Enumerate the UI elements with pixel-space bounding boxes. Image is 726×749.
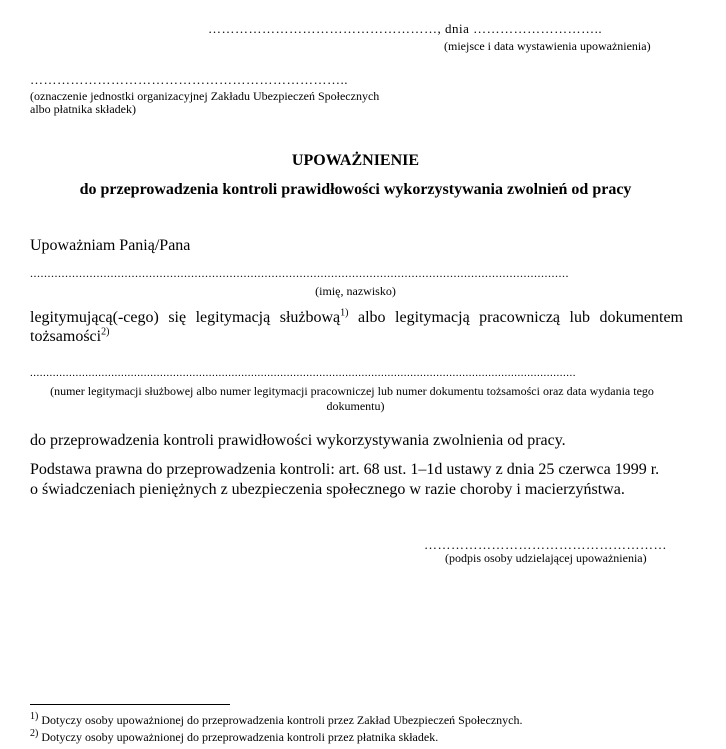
name-caption: (imię, nazwisko) [315, 284, 396, 298]
footnote-2-text: Dotyczy osoby upoważnionej do przeprowadzenia kontroli przez płatnika składek. [38, 730, 439, 744]
signature-caption: (podpis osoby udzielającej upoważnienia) [445, 551, 647, 565]
legal-basis-line2: o świadczeniach pieniężnych z ubezpieczenia społecznego w razie choroby i macierzyństwa. [30, 481, 625, 498]
issuer-caption-line1: (oznaczenie jednostki organizacyjnej Zakładu Ubezpieczeń Społecznych [30, 89, 380, 103]
issuer-dots: …………………………………………………………….. [30, 73, 348, 87]
place-date-caption: (miejsce i data wystawienia upoważnienia) [444, 39, 651, 53]
legitimation-line1 [30, 308, 683, 328]
name-fill-line: .......................................................................................................................................................... [30, 266, 569, 280]
footnote-ref-2: 2) [101, 326, 110, 338]
footnote-1-mark: 1) [30, 711, 39, 722]
document-fill-line: ........................................................................................................................................................................ [30, 367, 576, 379]
legal-basis-line1: Podstawa prawna do przeprowadzenia kontroli: art. 68 ust. 1–1d ustawy z dnia 25 czerwca 1999 r. [30, 461, 660, 478]
authorize-text: Upoważniam Panią/Pana [30, 237, 191, 254]
document-title: UPOWAŻNIENIE [291, 152, 420, 169]
legitimation-text-b: albo legitymacją pracowniczą lub dokumentem [348, 309, 683, 326]
purpose-text: do przeprowadzenia kontroli prawidłowości wykorzystywania zwolnienia od pracy. [30, 432, 566, 449]
footnote-separator [30, 704, 230, 705]
footnote-ref-1: 1) [340, 307, 349, 319]
issuer-caption-line2: albo płatnika składek) [30, 102, 136, 116]
document-subtitle: do przeprowadzenia kontroli prawidłowości wykorzystywania zwolnień od pracy [79, 181, 632, 198]
legitimation-text-a: legitymującą(-cego) się legitymacją służbową [30, 309, 341, 326]
signature-line: ……………………………………………… [424, 538, 667, 552]
document-caption-line2: dokumentu) [326, 399, 385, 413]
footnote-1-text: Dotyczy osoby upoważnionej do przeprowadzenia kontroli przez Zakład Ubezpieczeń Społecznych. [38, 713, 523, 727]
legitimation-line2 [30, 327, 330, 347]
footnote-2 [30, 730, 710, 744]
place-date-line: ……………………………………………, dnia ……………………….. [208, 22, 603, 36]
document-caption-line1: (numer legitymacji służbowej albo numer legitymacji pracowniczej lub numer dokumentu tożsamości oraz data wydania tego [50, 384, 654, 398]
legitimation-text-c: tożsamości [30, 328, 102, 345]
footnote-2-mark: 2) [30, 728, 39, 739]
footnote-1 [30, 713, 710, 727]
